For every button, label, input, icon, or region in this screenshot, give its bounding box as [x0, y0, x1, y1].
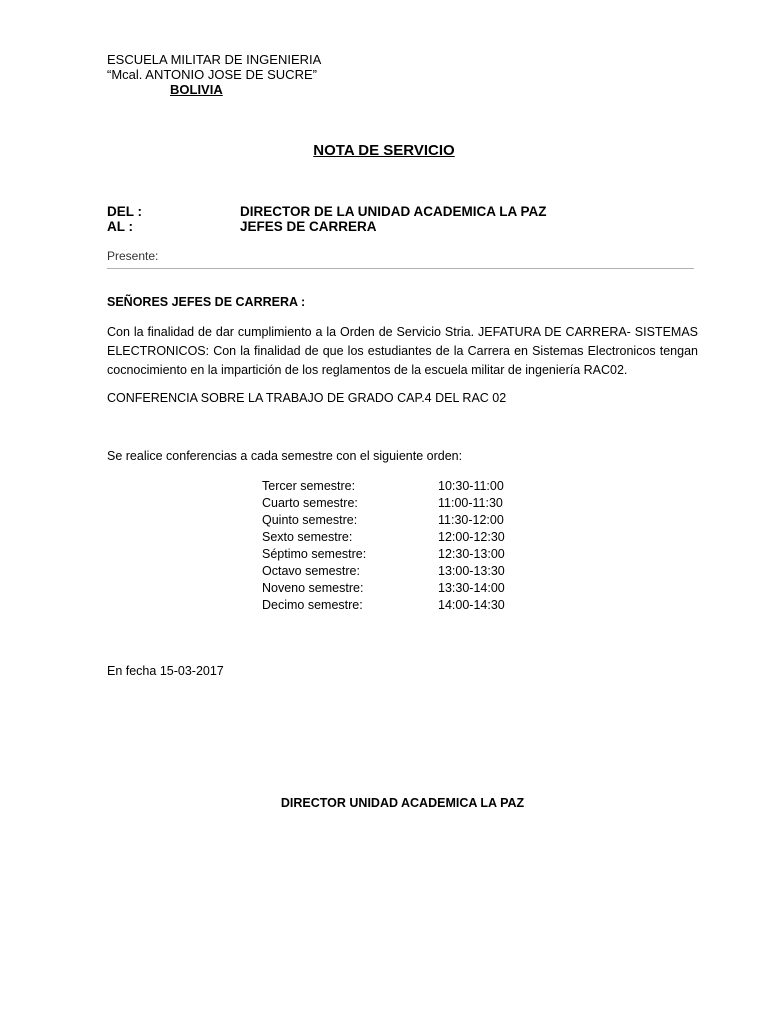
semester-name: Quinto semestre: [262, 513, 358, 527]
institution-header [107, 52, 321, 97]
semester-time: 11:00-11:30 [438, 496, 503, 510]
semester-time: 14:00-14:30 [438, 598, 505, 612]
semester-time: 12:30-13:00 [438, 547, 505, 561]
schedule-table [262, 478, 518, 614]
signature-title: DIRECTOR UNIDAD ACADEMICA LA PAZ [280, 796, 525, 810]
semester-name: Sexto semestre: [262, 530, 353, 544]
schedule-row [262, 597, 518, 614]
semester-name: Séptimo semestre: [262, 547, 367, 561]
semester-name: Tercer semestre: [262, 479, 356, 493]
from-row [107, 204, 547, 219]
semester-time: 13:30-14:00 [438, 581, 505, 595]
to-value: JEFES DE CARRERA [240, 219, 377, 234]
institution-country: BOLIVIA [170, 82, 223, 97]
body-paragraph: Con la finalidad de dar cumplimiento a la Orden de Servicio Stria. JEFATURA DE CARRERA- SISTEMAS ELECTRONICOS: Con la finalidad de que los estudiantes de la Carrera en Sistemas Electronicos tengan cocnocimiento en la impartición de los reglamentos de la escuela militar de ingeniería RAC02. [107, 325, 698, 377]
date-line: En fecha 15-03-2017 [107, 664, 224, 678]
schedule-row [262, 563, 518, 580]
order-intro: Se realice conferencias a cada semestre con el siguiente orden: [107, 449, 463, 463]
semester-name: Cuarto semestre: [262, 496, 358, 510]
from-label: DEL : [107, 204, 143, 219]
schedule-row [262, 512, 518, 529]
schedule-row [262, 546, 518, 563]
semester-name: Octavo semestre: [262, 564, 360, 578]
schedule-row [262, 580, 518, 597]
routing-block [107, 204, 547, 234]
semester-time: 11:30-12:00 [438, 513, 504, 527]
schedule-row [262, 529, 518, 546]
institution-patron: “Mcal. ANTONIO JOSE DE SUCRE” [107, 67, 317, 82]
from-value: DIRECTOR DE LA UNIDAD ACADEMICA LA PAZ [240, 204, 547, 219]
salutation: SEÑORES JEFES DE CARRERA : [107, 295, 306, 309]
document-title: NOTA DE SERVICIO [313, 142, 455, 159]
presente-label: Presente: [107, 249, 159, 263]
schedule-row [262, 495, 518, 512]
schedule-row [262, 478, 518, 495]
semester-time: 13:00-13:30 [438, 564, 505, 578]
divider [107, 268, 694, 269]
semester-name: Decimo semestre: [262, 598, 363, 612]
semester-name: Noveno semestre: [262, 581, 364, 595]
semester-time: 10:30-11:00 [438, 479, 504, 493]
institution-name: ESCUELA MILITAR DE INGENIERIA [107, 52, 322, 67]
to-label: AL : [107, 219, 133, 234]
semester-time: 12:00-12:30 [438, 530, 505, 544]
conference-subject: CONFERENCIA SOBRE LA TRABAJO DE GRADO CAP.4 DEL RAC 02 [107, 391, 507, 405]
to-row [107, 219, 547, 234]
